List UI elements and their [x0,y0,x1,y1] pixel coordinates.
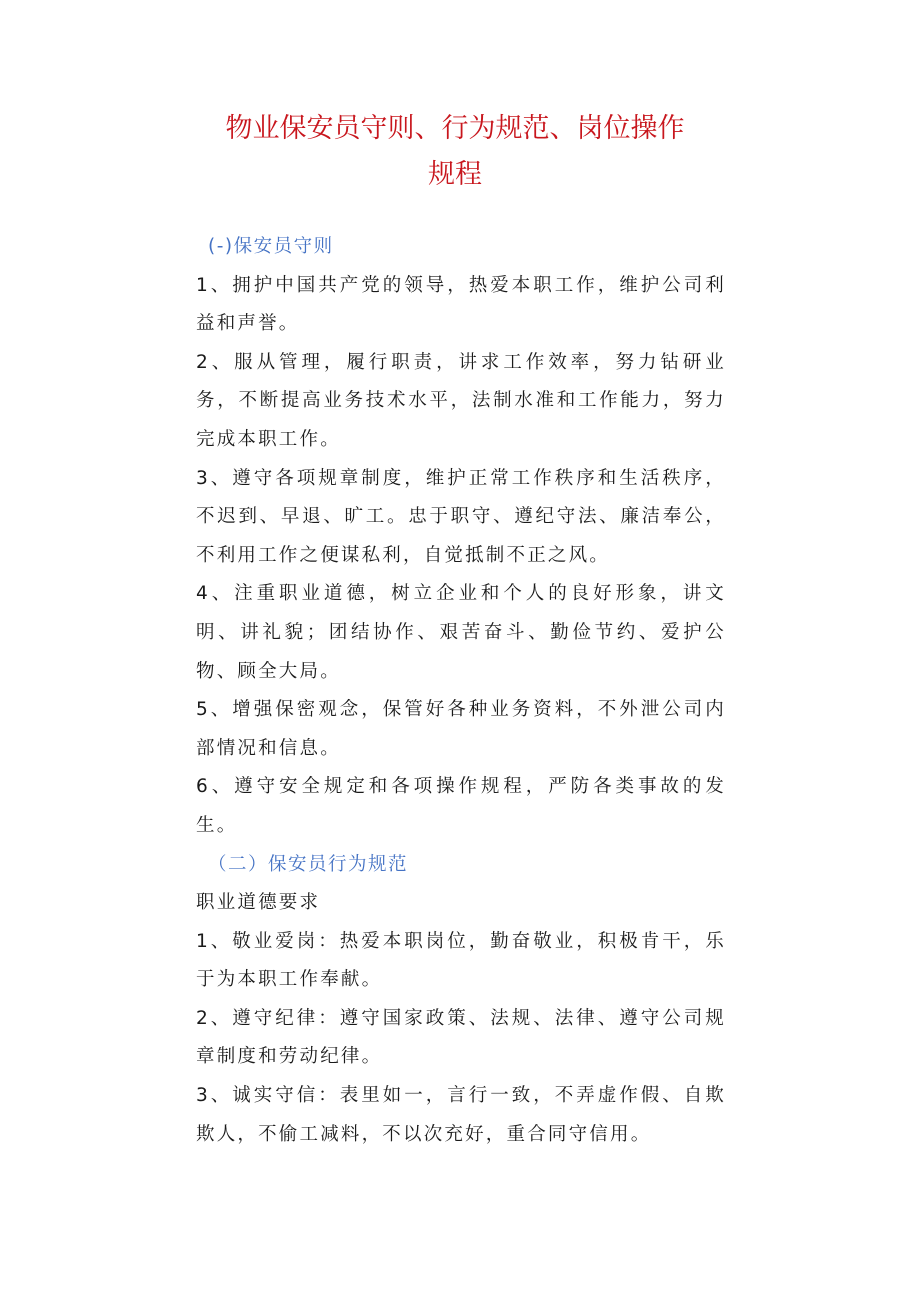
rule-item: 3、遵守各项规章制度，维护正常工作秩序和生活秩序，不迟到、早退、旷工。忠于职守、遵纪守法、廉洁奉公，不利用工作之便谋私利，自觉抵制不正之风。 [196,467,726,566]
ethic-item: 3、诚实守信：表里如一，言行一致，不弄虚作假、自欺欺人，不偷工减料，不以次充好，重合同守信用。 [196,1085,726,1145]
ethic-item: 2、遵守纪律：遵守国家政策、法规、法律、遵守公司规章制度和劳动纪律。 [196,1007,726,1068]
rule-item: 2、服从管理，履行职责，讲求工作效率，努力钻研业务，不断提高业务技术水平，法制水准和工作能力，努力完成本职工作。 [196,351,726,450]
rule-item: 6、遵守安全规定和各项操作规程，严防各类事故的发生。 [196,776,726,836]
document-body [196,228,726,1154]
rule-item: 4、注重职业道德，树立企业和个人的良好形象，讲文明、讲礼貌；团结协作、艰苦奋斗、勤俭节约、爱护公物、顾全大局。 [196,583,726,682]
ethic-item: 1、敬业爱岗：热爱本职岗位，勤奋敬业，积极肯干，乐于为本职工作奉献。 [196,930,726,991]
subheading-ethics: 职业道德要求 [196,892,321,914]
section-heading-conduct-norms: （二）保安员行为规范 [208,853,409,875]
title-line-1: 物业保安员守则、行为规范、岗位操作 [225,113,685,144]
section-heading-guard-rules: (-)保安员守则 [208,236,334,257]
rule-item: 1、拥护中国共产党的领导，热爱本职工作，维护公司利益和声誉。 [196,274,726,335]
title-line-2: 规程 [428,159,482,190]
document-title [150,106,760,198]
rule-item: 5、增强保密观念，保管好各种业务资料，不外泄公司内部情况和信息。 [196,699,726,759]
